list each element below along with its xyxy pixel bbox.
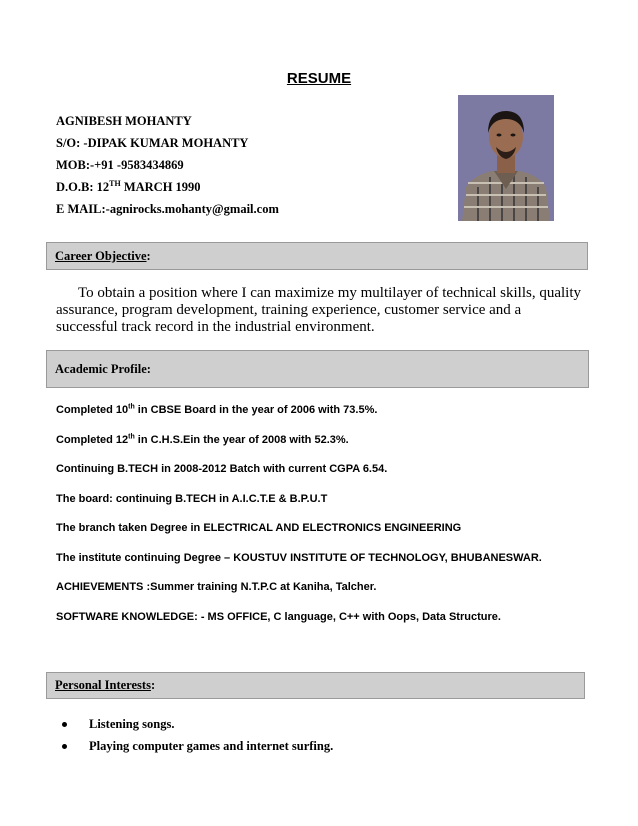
personal-interests-list bbox=[62, 713, 333, 757]
academic-profile-header bbox=[46, 350, 589, 388]
mobile-number: MOB:-+91 -9583434869 bbox=[56, 158, 184, 172]
academic-line-10th bbox=[56, 404, 542, 434]
academic-line-12th bbox=[56, 434, 542, 464]
academic-profile-heading: Academic Profile: bbox=[55, 361, 151, 376]
dob-prefix: D.O.B: 12 bbox=[56, 180, 110, 194]
academic-line-institute: The institute continuing Degree – KOUSTUV INSTITUTE OF TECHNOLOGY, BHUBANESWAR. bbox=[56, 551, 542, 564]
personal-interests-colon: : bbox=[150, 678, 156, 692]
date-of-birth bbox=[56, 176, 279, 198]
career-objective-text: To obtain a position where I can maximize my multilayer of technical skills, quality assurance, program development, training experience, customer service and a successful track record in the industrial environment. bbox=[56, 285, 581, 335]
academic-line-branch: The branch taken Degree in ELECTRICAL AND ELECTRONICS ENGINEERING bbox=[56, 522, 462, 534]
portrait-image bbox=[458, 95, 554, 221]
bullet-icon bbox=[62, 744, 67, 749]
contact-block bbox=[56, 110, 279, 220]
interest-text: Playing computer games and internet surfing. bbox=[89, 739, 334, 753]
academic-profile-list bbox=[56, 404, 542, 640]
academic-line-12th-a: Completed 12 bbox=[56, 433, 129, 446]
academic-line-12th-b: in C.H.S.Ein the year of 2008 with 52.3%. bbox=[134, 433, 349, 446]
list-item bbox=[62, 735, 333, 757]
candidate-name: AGNIBESH MOHANTY bbox=[56, 114, 192, 128]
academic-line-achievements: ACHIEVEMENTS :Summer training N.T.P.C at Kaniha, Talcher. bbox=[56, 581, 377, 593]
career-objective-heading: Career Objective bbox=[55, 248, 147, 263]
resume-title: RESUME bbox=[286, 70, 352, 87]
career-objective-header bbox=[46, 242, 588, 270]
bullet-icon bbox=[62, 722, 67, 727]
personal-interests-heading: Personal Interests bbox=[55, 678, 151, 692]
profile-photo bbox=[458, 95, 554, 221]
dob-superscript: TH bbox=[109, 178, 121, 188]
academic-line-12th-sup: th bbox=[128, 432, 135, 440]
personal-interests-header bbox=[46, 672, 585, 699]
academic-line-10th-a: Completed 10 bbox=[56, 404, 129, 416]
email-address: E MAIL:-agnirocks.mohanty@gmail.com bbox=[56, 202, 279, 216]
father-name: S/O: -DIPAK KUMAR MOHANTY bbox=[56, 136, 249, 150]
academic-line-10th-sup: th bbox=[128, 403, 135, 411]
academic-line-10th-b: in CBSE Board in the year of 2006 with 73.5%. bbox=[134, 404, 378, 416]
interest-text: Listening songs. bbox=[89, 717, 175, 731]
dob-suffix: MARCH 1990 bbox=[120, 180, 201, 194]
academic-line-btech: Continuing B.TECH in 2008-2012 Batch with current CGPA 6.54. bbox=[56, 463, 388, 475]
list-item bbox=[62, 713, 333, 735]
academic-line-software: SOFTWARE KNOWLEDGE: - MS OFFICE, C language, C++ with Oops, Data Structure. bbox=[56, 610, 501, 623]
career-objective-colon: : bbox=[146, 248, 151, 263]
academic-line-board: The board: continuing B.TECH in A.I.C.T.E & B.P.U.T bbox=[56, 492, 328, 505]
